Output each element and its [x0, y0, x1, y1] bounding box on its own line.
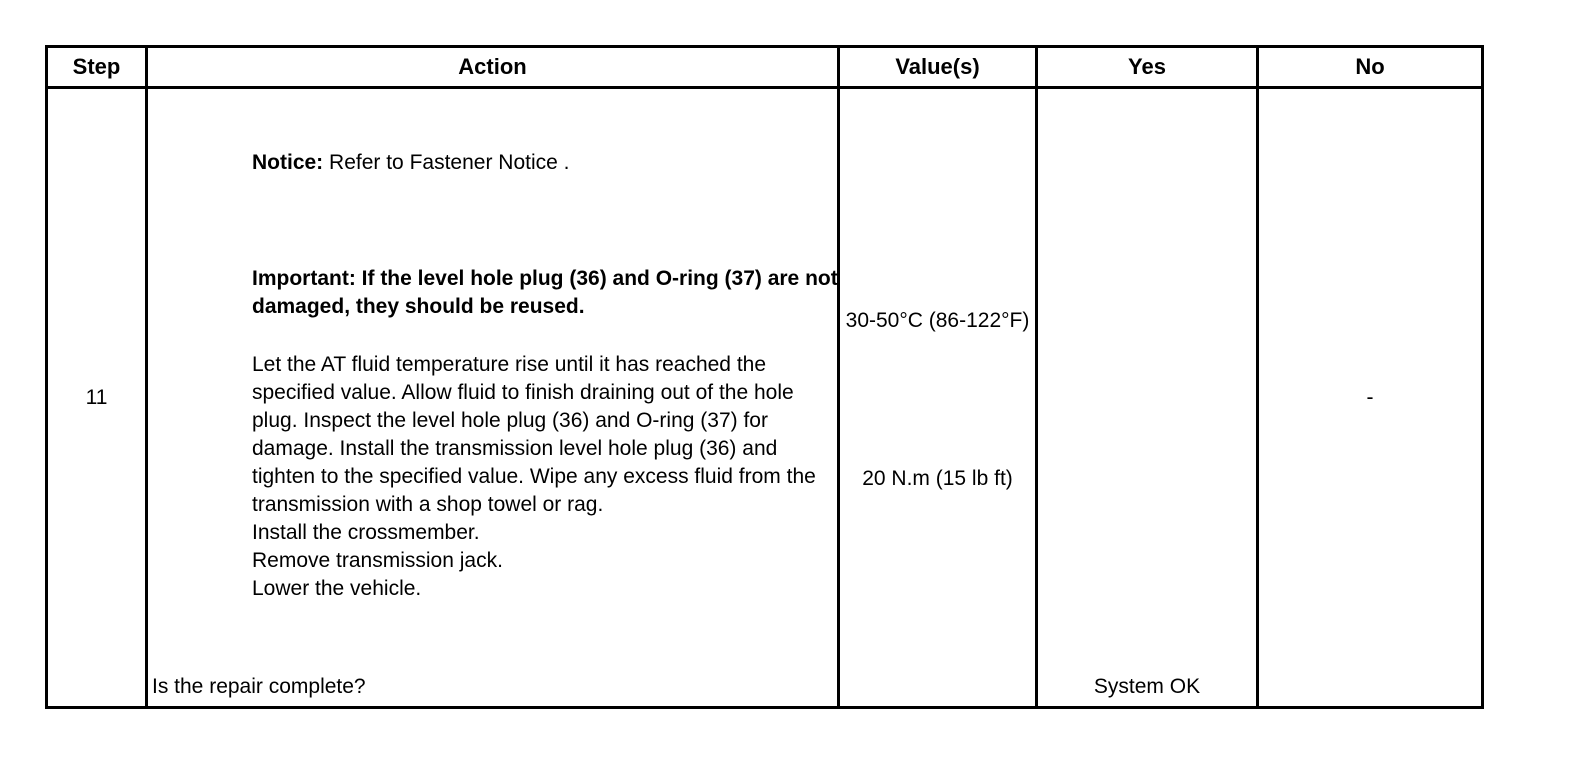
- diagnostic-step-table: [45, 45, 1484, 709]
- notice-line: [252, 149, 569, 177]
- important-note: Important: If the level hole plug (36) and O-ring (37) are not damaged, they should be reused.: [252, 267, 838, 318]
- no-result: -: [1258, 88, 1483, 708]
- procedure-line: Remove transmission jack.: [252, 549, 503, 572]
- yes-result: System OK: [1093, 675, 1201, 698]
- procedure-line: Install the crossmember.: [252, 521, 480, 544]
- step-number: 11: [47, 88, 147, 708]
- header-step: Step: [47, 47, 147, 88]
- procedure-line: Lower the vehicle.: [252, 577, 422, 600]
- value-torque: 20 N.m (15 lb ft): [862, 467, 1013, 490]
- header-action: Action: [147, 47, 839, 88]
- repair-question: Is the repair complete?: [152, 675, 366, 698]
- procedure-paragraph: Let the AT fluid temperature rise until it has reached the specified value. Allow fluid to finish draining out of the hole plug. Inspect the level hole plug (36) and O-ring (37) for damage. Install the transmission level hole plug (36) and tighten to the specified value. Wipe any excess fluid from the transmission with a shop towel or rag.: [252, 353, 816, 516]
- yes-cell: [1037, 88, 1258, 708]
- header-row: [47, 47, 1483, 88]
- value-temperature: 30-50°C (86-122°F): [845, 309, 1030, 332]
- values-cell: [839, 88, 1037, 708]
- notice-text: Refer to Fastener Notice .: [329, 151, 570, 174]
- notice-label: Notice:: [252, 151, 324, 174]
- header-no: No: [1258, 47, 1483, 88]
- header-values: Value(s): [839, 47, 1037, 88]
- table-row: [47, 88, 1483, 708]
- action-cell: [147, 88, 839, 708]
- procedure-text: [252, 351, 842, 603]
- header-yes: Yes: [1037, 47, 1258, 88]
